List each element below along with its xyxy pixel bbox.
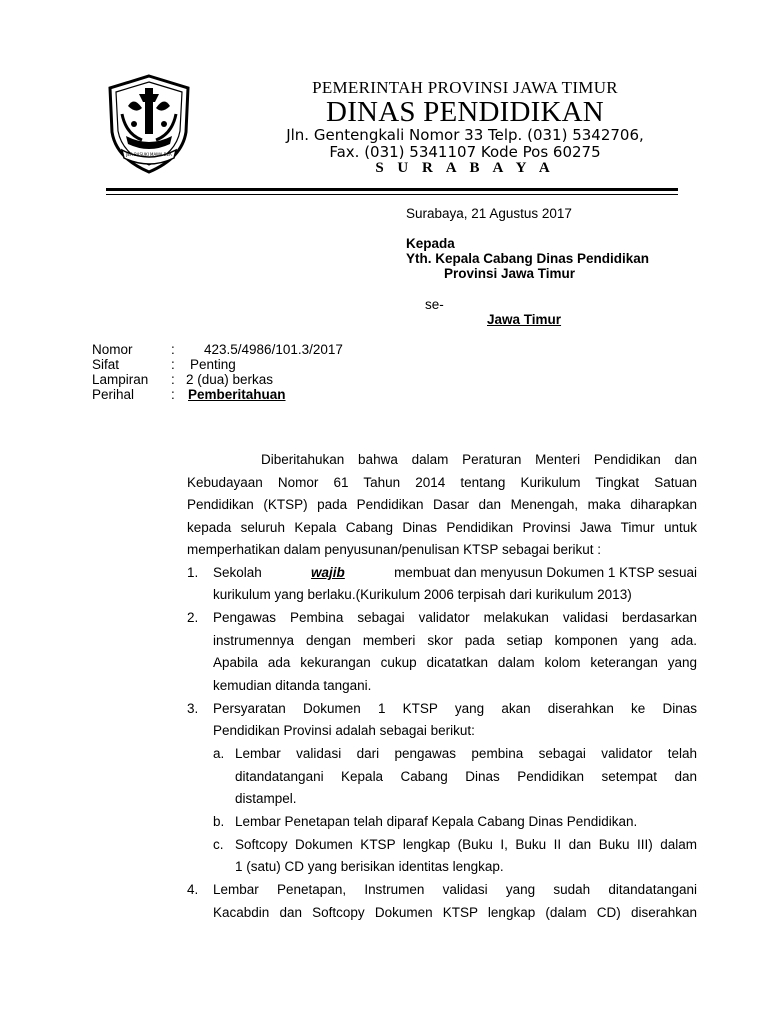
item-3-line-2: Pendidikan Provinsi adalah sebagai berikut: bbox=[213, 723, 475, 738]
sub-c-line-1: Softcopy Dokumen KTSP lengkap (Buku I, Buku II dan Buku III) dalam bbox=[235, 837, 697, 852]
sub-a-line-3: distampel. bbox=[235, 791, 297, 806]
meta-value-sifat: Penting bbox=[190, 357, 236, 372]
sub-b-line-1: Lembar Penetapan telah diparaf Kepala Cabang Dinas Pendidikan. bbox=[235, 814, 638, 829]
item-1-line-1 bbox=[213, 565, 697, 581]
recipient-province: Provinsi Jawa Timur bbox=[444, 266, 576, 281]
meta-colon: : bbox=[171, 342, 175, 357]
meta-colon: : bbox=[171, 372, 175, 387]
meta-value-lampiran: 2 (dua) berkas bbox=[186, 372, 274, 387]
sub-a-line-1: Lembar validasi dari pengawas pembina sebagai validator telah bbox=[235, 746, 697, 761]
meta-label-sifat: Sifat bbox=[92, 357, 120, 372]
item-2-line-2: instrumennya dengan memberi skor pada setiap komponen yang ada. bbox=[213, 633, 697, 648]
recipient-title: Yth. Kepala Cabang Dinas Pendidikan bbox=[406, 251, 650, 266]
intro-line-2: Kebudayaan Nomor 61 Tahun 2014 tentang Kurikulum Tingkat Satuan bbox=[187, 475, 697, 490]
recipient-kepada: Kepada bbox=[406, 236, 455, 251]
item-4-line-1: Lembar Penetapan, Instrumen validasi yang sudah ditandatangani bbox=[213, 882, 697, 897]
letterhead-fax: Fax. (031) 5341107 Kode Pos 60275 bbox=[329, 143, 601, 161]
item-1-emphasis: wajib bbox=[311, 565, 345, 580]
meta-colon: : bbox=[171, 387, 175, 402]
intro-line-4: kepada seluruh Kepala Cabang Dinas Pendidikan Provinsi Jawa Timur untuk bbox=[187, 520, 697, 535]
sub-letter-a: a. bbox=[213, 746, 225, 761]
item-3-line-1: Persyaratan Dokumen 1 KTSP yang akan diserahkan ke Dinas bbox=[213, 701, 697, 716]
letterhead-city: S U R A B A Y A bbox=[375, 160, 555, 176]
letterhead-government: PEMERINTAH PROVINSI JAWA TIMUR bbox=[312, 78, 618, 97]
item-1-pre: Sekolah bbox=[213, 565, 262, 580]
item-2-line-4: kemudian ditanda tangani. bbox=[213, 678, 372, 693]
item-1-line-2: kurikulum yang berlaku.(Kurikulum 2006 terpisah dari kurikulum 2013) bbox=[213, 587, 632, 602]
meta-value-perihal: Pemberitahuan bbox=[188, 387, 286, 402]
item-1-post: membuat dan menyusun Dokumen 1 KTSP sesuai bbox=[394, 565, 697, 580]
intro-line-1 bbox=[261, 452, 697, 468]
item-number-1: 1. bbox=[187, 565, 199, 580]
recipient-se: se- bbox=[425, 297, 444, 312]
sub-c-line-2: 1 (satu) CD yang berisikan identitas lengkap. bbox=[235, 859, 504, 874]
intro-line-3: Pendidikan (KTSP) pada Pendidikan Dasar dan Menengah, maka diharapkan bbox=[187, 497, 697, 512]
sub-letter-b: b. bbox=[213, 814, 225, 829]
letterhead-thin-rule bbox=[106, 194, 678, 195]
letterhead-agency: DINAS PENDIDIKAN bbox=[326, 96, 604, 128]
meta-label-nomor: Nomor bbox=[92, 342, 133, 357]
meta-label-perihal: Perihal bbox=[92, 387, 135, 402]
meta-value-nomor: 423.5/4986/101.3/2017 bbox=[204, 342, 343, 357]
meta-label-lampiran: Lampiran bbox=[92, 372, 149, 387]
intro-line-5: memperhatikan dalam penyusunan/penulisan KTSP sebagai berikut : bbox=[187, 542, 602, 557]
sub-a-line-2: ditandatangani Kepala Cabang Dinas Pendidikan setempat dan bbox=[235, 769, 697, 784]
item-2-line-1: Pengawas Pembina sebagai validator melakukan validasi berdasarkan bbox=[213, 610, 697, 625]
intro-text-1: Diberitahukan bahwa dalam Peraturan Menteri Pendidikan dan bbox=[261, 452, 697, 467]
letterhead-address: Jln. Gentengkali Nomor 33 Telp. (031) 5342706, bbox=[286, 126, 644, 144]
letterhead-thick-rule bbox=[106, 188, 678, 191]
letter-date: Surabaya, 21 Agustus 2017 bbox=[406, 206, 572, 221]
provincial-emblem-logo bbox=[106, 74, 192, 174]
recipient-region: Jawa Timur bbox=[487, 312, 562, 327]
item-number-2: 2. bbox=[187, 610, 199, 625]
item-number-3: 3. bbox=[187, 701, 199, 716]
meta-colon: : bbox=[171, 357, 175, 372]
emblem-motto: JER BASUKI MAWA BEA bbox=[126, 152, 172, 157]
sub-letter-c: c. bbox=[213, 837, 224, 852]
item-2-line-3: Apabila ada kekurangan cukup dicatatkan dalam kolom keterangan yang bbox=[213, 655, 697, 670]
item-number-4: 4. bbox=[187, 882, 199, 897]
item-4-line-2: Kacabdin dan Softcopy Dokumen KTSP lengkap (dalam CD) diserahkan bbox=[213, 905, 697, 920]
